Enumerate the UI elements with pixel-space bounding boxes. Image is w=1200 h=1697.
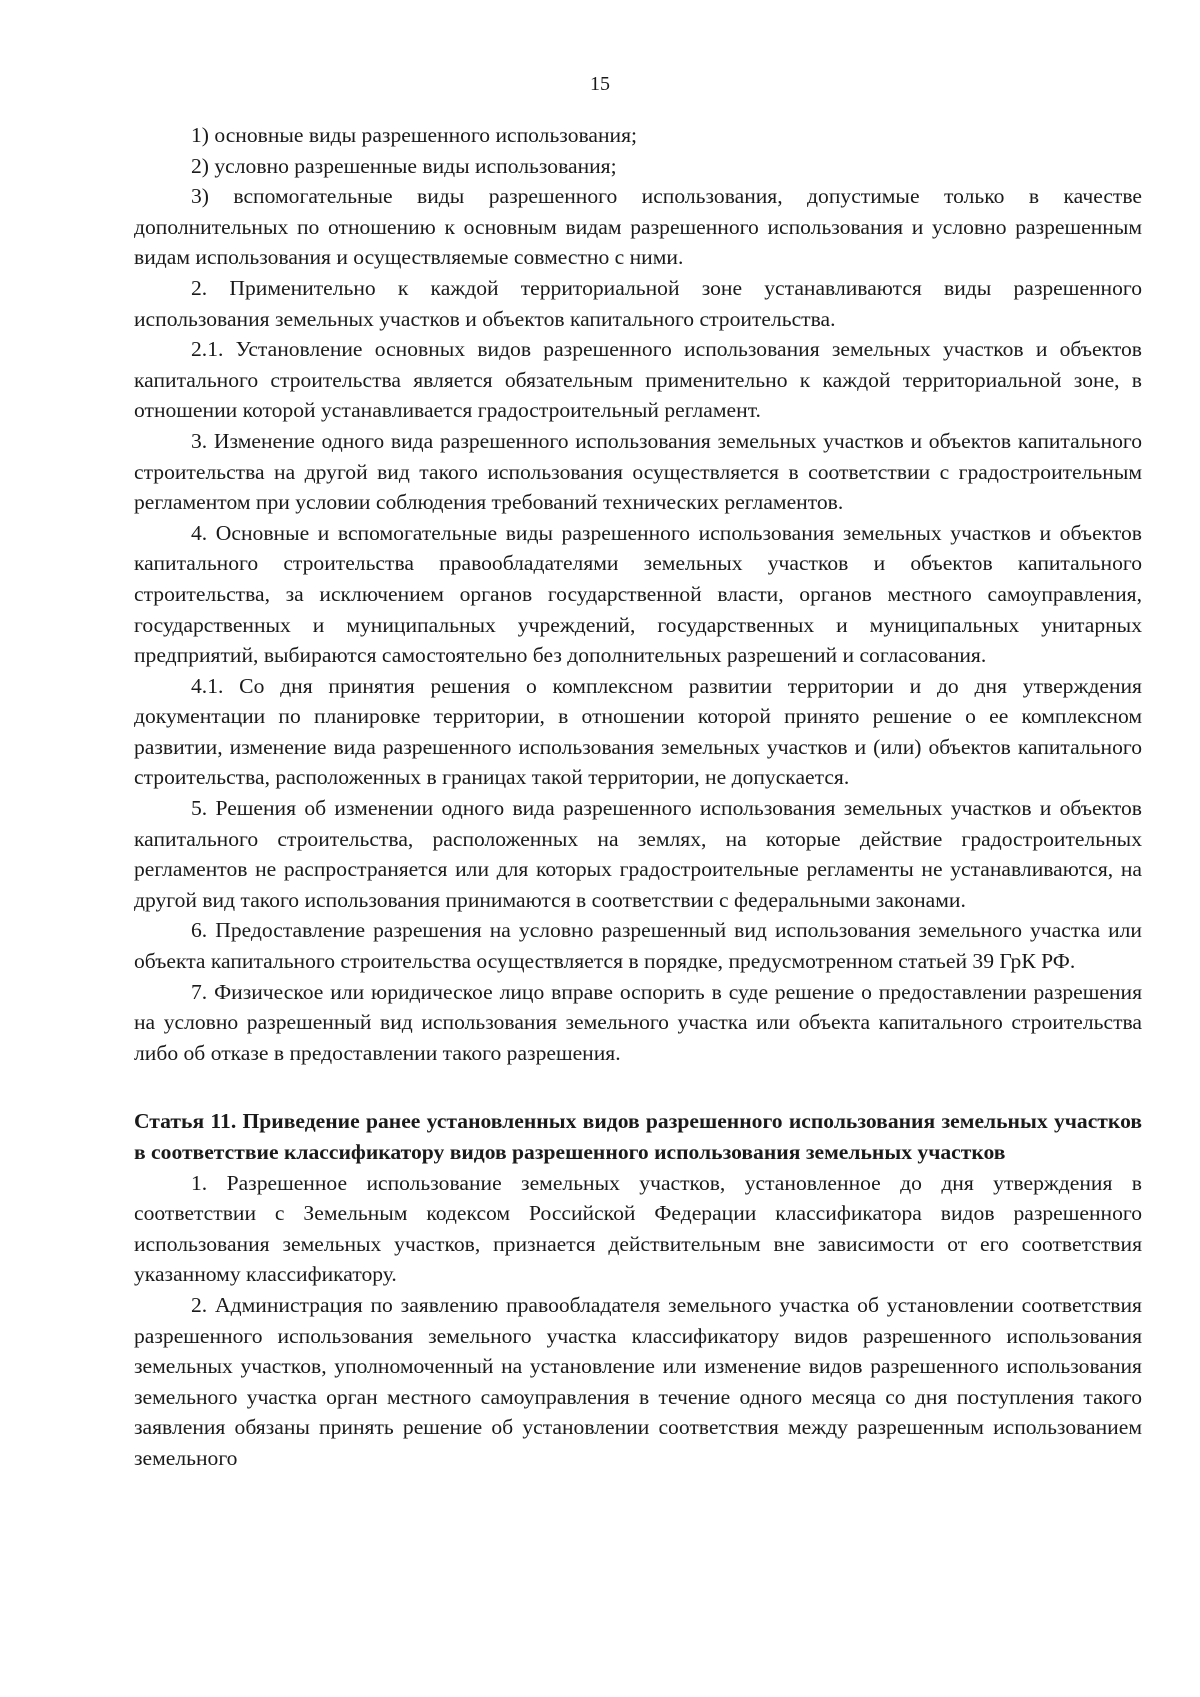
paragraph-2: 2. Применительно к каждой территориальной зоне устанавливаются виды разрешенного использования земельных участков и объектов капитального строительства. <box>134 275 1142 331</box>
article-11-paragraph-2: 2. Администрация по заявлению правообладателя земельного участка об установлении соответствия разрешенного использования земельного участка классификатору видов разрешенного использования земельных участков, уполномоченный на установление или изменение видов разрешенного использования земельного участка орган местного самоуправления в течение одного месяца со дня поступления такого заявления обязаны принять решение об установлении соответствия между разрешенным использованием земельного <box>134 1292 1142 1470</box>
paragraph-3: 3. Изменение одного вида разрешенного использования земельных участков и объектов капитального строительства на другой вид такого использования осуществляется в соответствии с градостроительным регламентом при условии соблюдения требований технических регламентов. <box>134 428 1142 515</box>
paragraph-4: 4. Основные и вспомогательные виды разрешенного использования земельных участков и объектов капитального строительства правообладателями земельных участков и объектов капитального строительства, за исключением органов государственной власти, органов местного самоуправления, государственных и муниципальных учреждений, государственных и муниципальных унитарных предприятий, выбираются самостоятельно без дополнительных разрешений и согласования. <box>134 520 1142 668</box>
list-item-3: 3) вспомогательные виды разрешенного использования, допустимые только в качестве дополнительных по отношению к основным видам разрешенного использования и условно разрешенным видам использования и осуществляемые совместно с ними. <box>134 184 1142 270</box>
paragraph-4-1: 4.1. Со дня принятия решения о комплексном развитии территории и до дня утверждения документации по планировке территории, в отношении которой принято решение о ее комплексном развитии, изменение вида разрешенного использования земельных участков и (или) объектов капитального строительства, расположенных в границах такой территории, не допускается. <box>134 673 1142 790</box>
page-number: 15 <box>590 73 610 95</box>
paragraph-2-1: 2.1. Установление основных видов разрешенного использования земельных участков и объектов капитального строительства является обязательным применительно к каждой территориальной зоне, в отношении которой устанавливается градостроительный регламент. <box>134 337 1142 423</box>
paragraph-7: 7. Физическое или юридическое лицо вправе оспорить в суде решение о предоставлении разрешения на условно разрешенный вид использования земельного участка или объекта капитального строительства либо об отказе в предоставлении такого разрешения. <box>134 979 1142 1065</box>
paragraph-5: 5. Решения об изменении одного вида разрешенного использования земельных участков и объектов капитального строительства, расположенных на землях, на которые действие градостроительных регламентов не распространяется или для которых градостроительные регламенты не устанавливаются, на другой вид такого использования принимаются в соответствии с федеральными законами. <box>134 796 1142 912</box>
list-item-1: 1) основные виды разрешенного использования; <box>191 123 638 147</box>
paragraph-6: 6. Предоставление разрешения на условно разрешенный вид использования земельного участка или объекта капитального строительства осуществляется в порядке, предусмотренном статьей 39 ГрК РФ. <box>134 918 1142 974</box>
article-11-paragraph-1: 1. Разрешенное использование земельных участков, установленное до дня утверждения в соответствии с Земельным кодексом Российской Федерации классификатора видов разрешенного использования земельных участков, признается действительным вне зависимости от его соответствия указанному классификатору. <box>134 1170 1142 1287</box>
list-item-2: 2) условно разрешенные виды использования; <box>191 153 617 178</box>
document-body <box>134 120 1142 1474</box>
article-11-heading: Статья 11. Приведение ранее установленных видов разрешенного использования земельных участков в соответствие классификатору видов разрешенного использования земельных участков <box>134 1109 1142 1164</box>
